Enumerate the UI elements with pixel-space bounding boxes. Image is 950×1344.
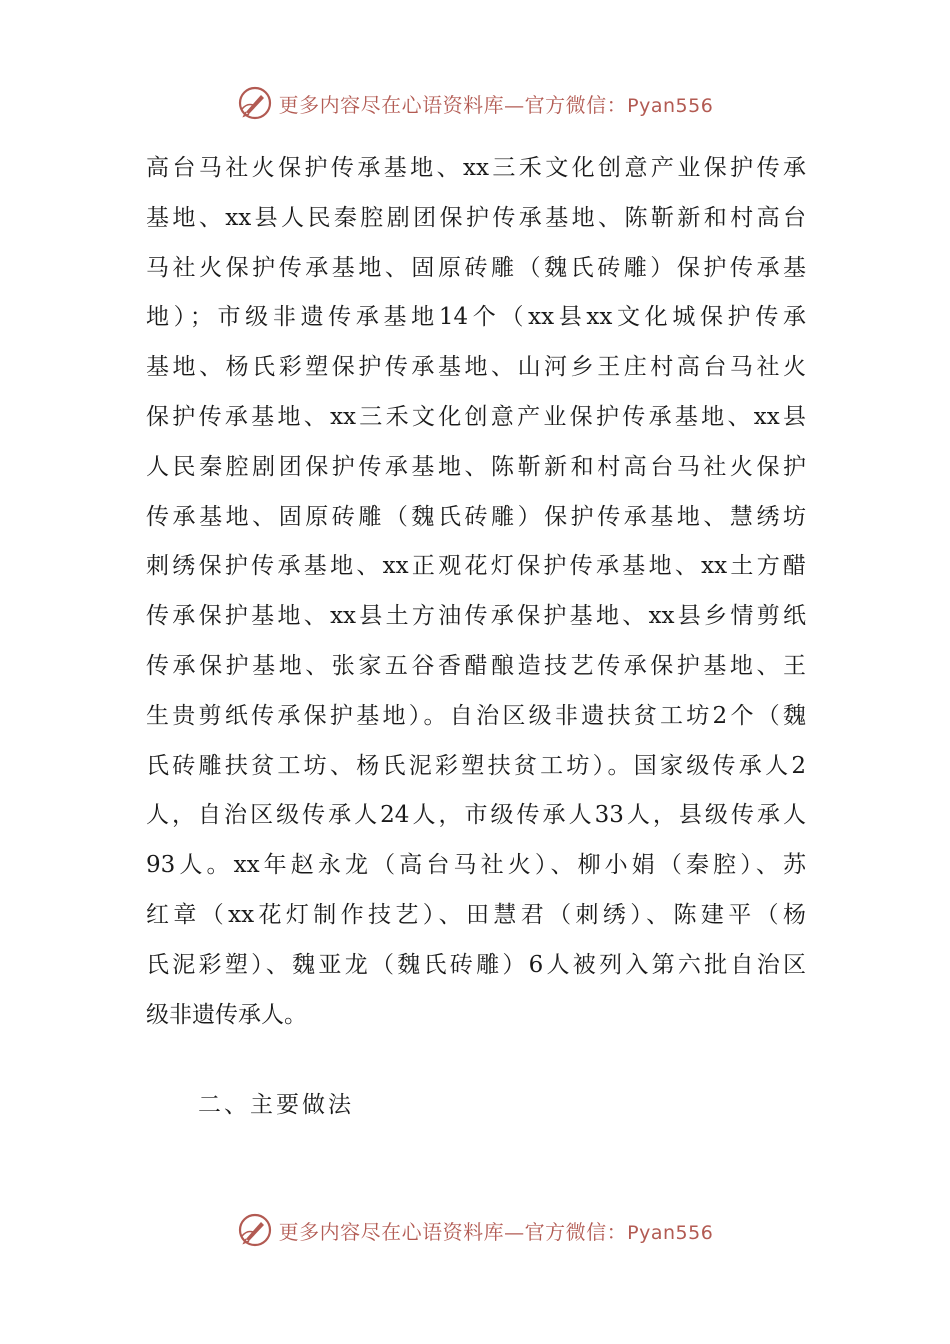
text-line: 人，自治区级传承人24人，市级传承人33人，县级传承人: [146, 802, 806, 829]
text-line: 保护传承基地、xx三禾文化创意产业保护传承基地、xx县: [146, 403, 806, 430]
text-line: 基地、杨氏彩塑保护传承基地、山河乡王庄村高台马社火: [146, 354, 806, 381]
text-line: 级非遗传承人。: [146, 1001, 307, 1028]
text-line: 基地、xx县人民秦腔剧团保护传承基地、陈靳新和村高台: [146, 204, 806, 231]
footer-watermark: [0, 1208, 950, 1252]
body-paragraph: [146, 144, 806, 1040]
text-line: 高台马社火保护传承基地、xx三禾文化创意产业保护传承: [146, 155, 806, 181]
pen-logo-icon: [237, 85, 273, 121]
text-line: 传承保护基地、张家五谷香醋酿造技艺传承保护基地、王: [146, 652, 806, 679]
watermark-wechat-id: Pyan556: [627, 1221, 714, 1244]
text-line: 生贵剪纸传承保护基地）。自治区级非遗扶贫工坊2个（魏: [146, 702, 806, 729]
text-line: 传承基地、固原砖雕（魏氏砖雕）保护传承基地、慧绣坊: [146, 503, 806, 530]
text-line: 红章（xx花灯制作技艺）、田慧君（刺绣）、陈建平（杨: [146, 901, 806, 928]
watermark-wechat-id: Pyan556: [627, 94, 714, 117]
watermark-text: [279, 1216, 714, 1245]
pen-logo-icon: [237, 1212, 273, 1248]
watermark-label: 更多内容尽在心语资料库—官方微信：: [278, 92, 628, 117]
text-line: 人民秦腔剧团保护传承基地、陈靳新和村高台马社火保护: [146, 453, 806, 480]
text-line: 传承保护基地、xx县土方油传承保护基地、xx县乡情剪纸: [146, 603, 806, 630]
section-heading: 二、主要做法: [198, 1092, 354, 1118]
text-line: 氏砖雕扶贫工坊、杨氏泥彩塑扶贫工坊）。国家级传承人2: [146, 752, 806, 779]
text-line: 地）；市级非遗传承基地14个（xx县xx文化城保护传承: [146, 304, 806, 331]
text-line: 93人。xx年赵永龙（高台马社火）、柳小娟（秦腔）、苏: [146, 852, 806, 879]
text-line: 马社火保护传承基地、固原砖雕（魏氏砖雕）保护传承基: [146, 254, 806, 281]
watermark-label: 更多内容尽在心语资料库—官方微信：: [278, 1219, 628, 1244]
header-watermark: [0, 81, 950, 125]
text-line: 刺绣保护传承基地、xx正观花灯保护传承基地、xx土方醋: [146, 553, 806, 580]
text-line: 氏泥彩塑）、魏亚龙（魏氏砖雕）6人被列入第六批自治区: [146, 951, 806, 978]
watermark-text: [279, 89, 714, 118]
